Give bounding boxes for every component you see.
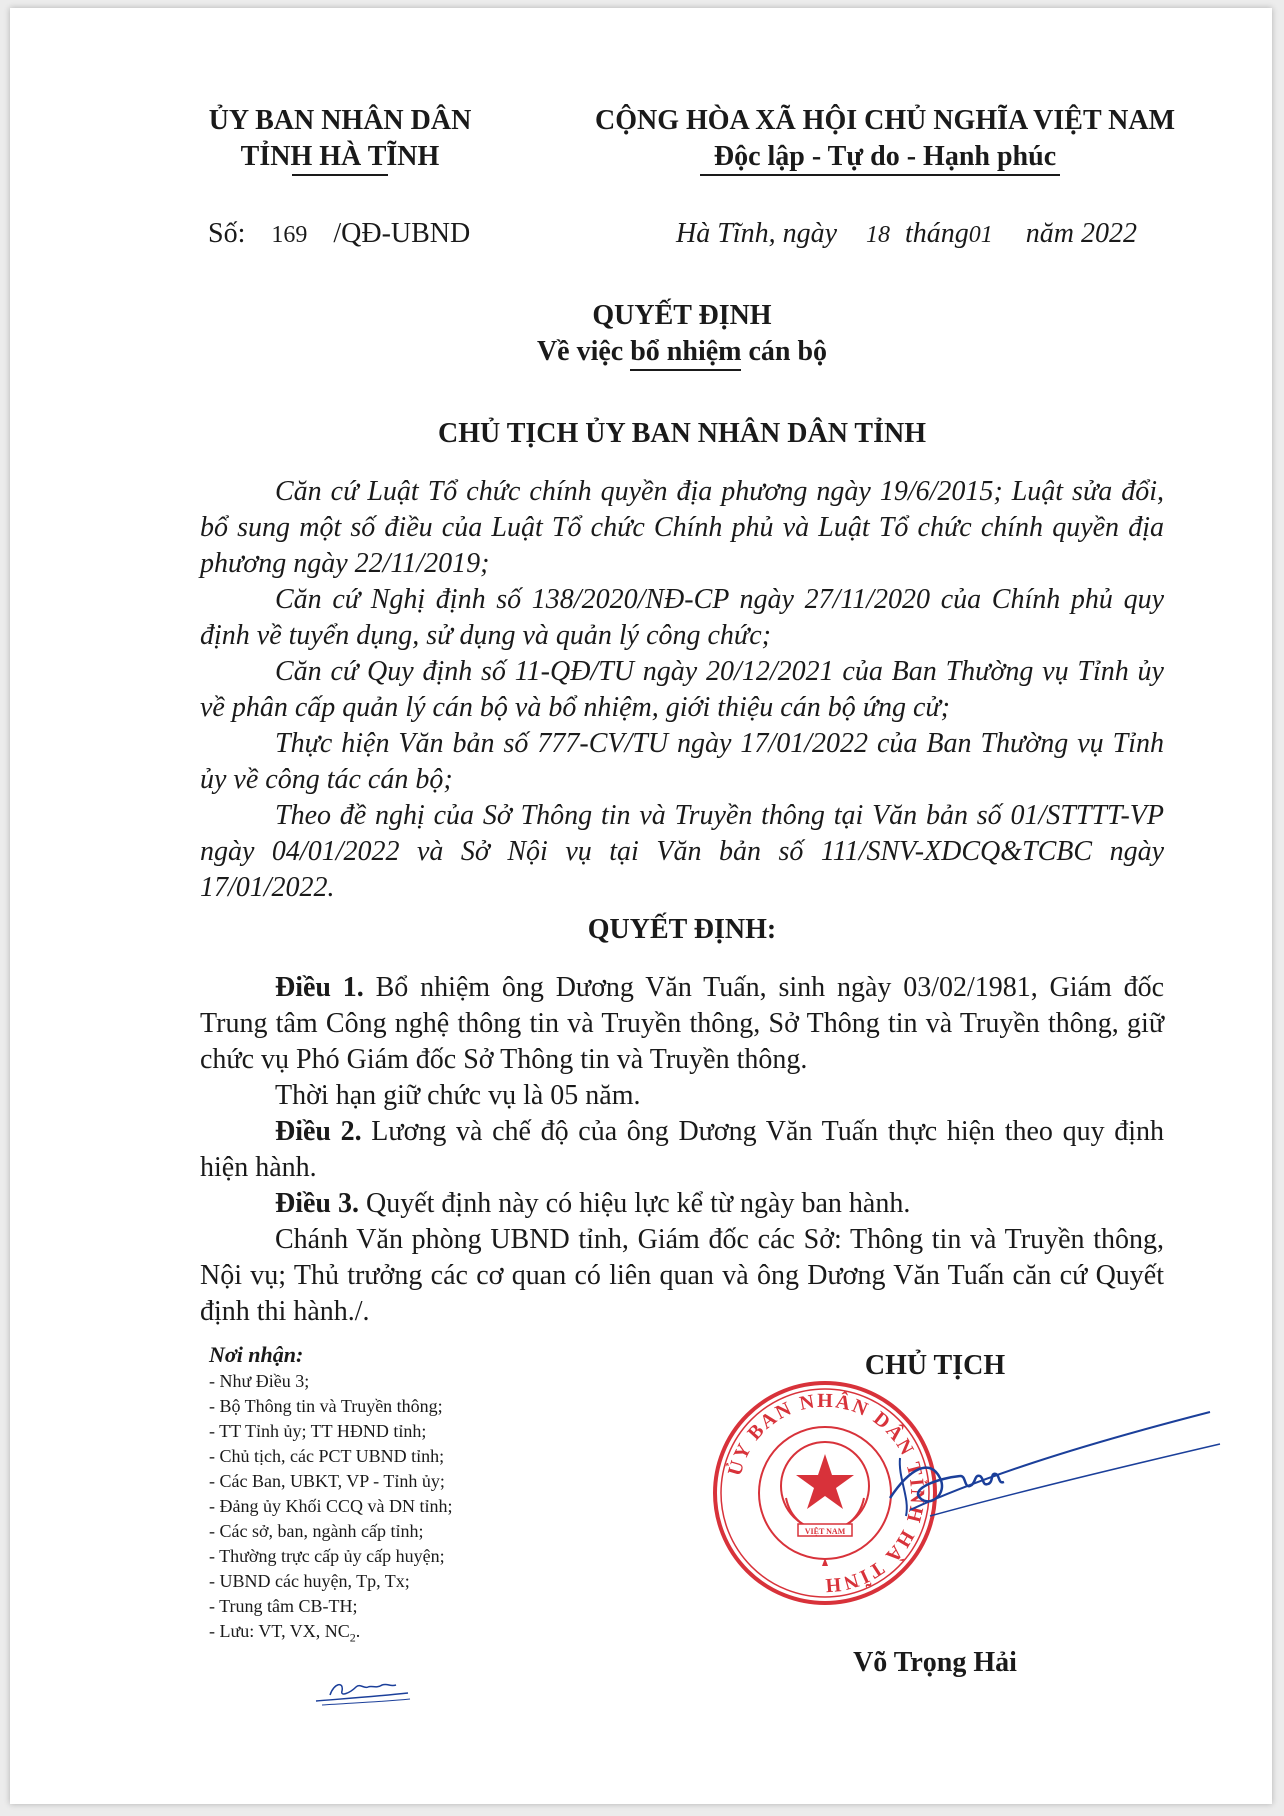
national-motto xyxy=(570,103,1200,175)
article-3-label: Điều 3. xyxy=(275,1188,359,1219)
decision-heading: QUYẾT ĐỊNH: xyxy=(587,914,777,945)
issuer-underline xyxy=(292,174,388,176)
document-title: QUYẾT ĐỊNH xyxy=(592,300,772,331)
recipient-item: - Các sở, ban, ngành cấp tỉnh; xyxy=(209,1521,424,1541)
article-2-label: Điều 2. xyxy=(275,1116,362,1147)
date-month-label: tháng xyxy=(905,218,969,249)
recipients-list xyxy=(209,1341,539,1651)
recipient-item: - Bộ Thông tin và Truyền thông; xyxy=(209,1396,443,1416)
seal-banner: VIỆT NAM xyxy=(804,1527,846,1536)
seal-ring-text: ỦY BAN NHÂN DÂN TỈNH HÀ TĨNH xyxy=(723,1389,929,1597)
article-3-text: Quyết định này có hiệu lực kể từ ngày ban hành. xyxy=(359,1188,911,1219)
article-1 xyxy=(200,970,1164,1078)
issuer-line-1: ỦY BAN NHÂN DÂN xyxy=(208,105,472,136)
recipient-item: - TT Tỉnh ủy; TT HĐND tỉnh; xyxy=(209,1421,427,1441)
basis-paragraph: Thực hiện Văn bản số 777-CV/TU ngày 17/01/2022 của Ban Thường vụ Tỉnh ủy về công tác cán bộ; xyxy=(200,728,1164,795)
document-page xyxy=(10,8,1272,1804)
archive-prefix: - Lưu: VT, VX, NC xyxy=(209,1621,350,1641)
motto-line: Độc lập - Tự do - Hạnh phúc xyxy=(713,141,1057,172)
subject-suffix: cán bộ xyxy=(741,336,828,367)
recipient-item: - Chủ tịch, các PCT UBND tỉnh; xyxy=(209,1446,445,1466)
issuing-authority: CHỦ TỊCH ỦY BAN NHÂN DÂN TỈNH xyxy=(438,418,926,449)
document-number xyxy=(208,216,528,253)
article-2 xyxy=(200,1114,1164,1186)
term-clause: Thời hạn giữ chức vụ là 05 năm. xyxy=(275,1080,641,1111)
date-month: 01 xyxy=(968,222,993,248)
recipient-item: - Trung tâm CB-TH; xyxy=(209,1596,358,1616)
initials-mark xyxy=(310,1673,420,1709)
signer-name: Võ Trọng Hải xyxy=(853,1647,1017,1678)
issuer-name xyxy=(180,103,500,175)
basis-paragraph: Căn cứ Nghị định số 138/2020/NĐ-CP ngày 27/11/2020 của Chính phủ quy định về tuyển dụng, sử dụng và quản lý công chức; xyxy=(200,584,1164,651)
country-name: CỘNG HÒA XÃ HỘI CHỦ NGHĨA VIỆT NAM xyxy=(594,105,1176,136)
archive-subscript: 2 xyxy=(349,1630,356,1645)
article-3 xyxy=(200,1186,1164,1222)
recipient-item: - Các Ban, UBKT, VP - Tỉnh ủy; xyxy=(209,1471,445,1491)
number-label: Số: xyxy=(208,218,246,249)
place-and-date xyxy=(676,216,1196,253)
recipient-item: - Thường trực cấp ủy cấp huyện; xyxy=(209,1546,445,1566)
document-subject xyxy=(200,334,1164,370)
handwritten-signature xyxy=(870,1398,1230,1538)
recipient-item xyxy=(209,1619,539,1651)
motto-underline xyxy=(700,174,1060,176)
number-value: 169 xyxy=(271,222,308,248)
date-year: năm 2022 xyxy=(1025,218,1138,249)
recipient-item: - UBND các huyện, Tp, Tx; xyxy=(209,1571,410,1591)
basis-paragraph: Căn cứ Quy định số 11-QĐ/TU ngày 20/12/2021 của Ban Thường vụ Tỉnh ủy về phân cấp quản lý cán bộ và bổ nhiệm, giới thiệu cán bộ ứng cử; xyxy=(200,656,1164,723)
article-1-text: Bổ nhiệm ông Dương Văn Tuấn, sinh ngày 03/02/1981, Giám đốc Trung tâm Công nghệ thông tin và Truyền thông, Sở Thông tin và Truyền thông, giữ chức vụ Phó Giám đốc Sở Thông tin và Truyền thông. xyxy=(200,972,1164,1075)
archive-suffix: . xyxy=(355,1621,361,1641)
signer-title: CHỦ TỊCH xyxy=(864,1350,1006,1381)
issuer-line-2: TỈNH HÀ TĨNH xyxy=(240,141,440,172)
recipient-item: - Như Điều 3; xyxy=(209,1371,310,1391)
subject-prefix: Về việc xyxy=(536,336,631,367)
basis-paragraph: Theo đề nghị của Sở Thông tin và Truyền thông tại Văn bản số 01/STTTT-VP ngày 04/01/2022 và Sở Nội vụ tại Văn bản số 111/SNV-XDCQ&TCBC ngày 17/01/2022. xyxy=(200,800,1164,903)
basis-paragraph: Căn cứ Luật Tổ chức chính quyền địa phương ngày 19/6/2015; Luật sửa đổi, bổ sung một số điều của Luật Tổ chức Chính phủ và Luật Tổ chức chính quyền địa phương ngày 22/11/2019; xyxy=(200,476,1164,579)
recipients-title: Nơi nhận: xyxy=(209,1342,304,1367)
execution-clause: Chánh Văn phòng UBND tỉnh, Giám đốc các Sở: Thông tin và Truyền thông, Nội vụ; Thủ trưởng các cơ quan có liên quan và ông Dương Văn Tuấn căn cứ Quyết định thi hành./. xyxy=(200,1224,1164,1327)
recipient-item: - Đảng ủy Khối CCQ và DN tỉnh; xyxy=(209,1496,453,1516)
date-day: 18 xyxy=(866,222,890,248)
subject-underlined: bổ nhiệm xyxy=(630,336,741,371)
article-2-text: Lương và chế độ của ông Dương Văn Tuấn thực hiện theo quy định hiện hành. xyxy=(200,1116,1165,1183)
date-prefix: Hà Tĩnh, ngày xyxy=(676,218,837,249)
number-suffix: /QĐ-UBND xyxy=(333,218,471,249)
article-1-label: Điều 1. xyxy=(275,972,364,1003)
